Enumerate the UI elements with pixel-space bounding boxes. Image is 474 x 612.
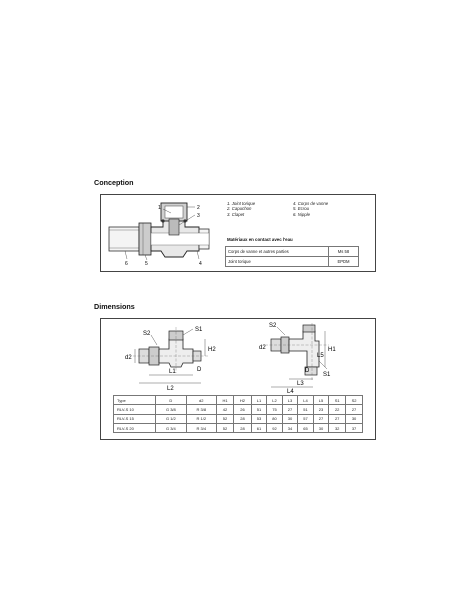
table-cell: 28	[234, 414, 251, 423]
material-value: EPDM	[329, 257, 359, 267]
straight-valve-drawing	[119, 323, 229, 391]
table-cell: 30	[313, 423, 329, 432]
dim-label-h1: H1	[328, 347, 336, 353]
dim-label-d: D	[305, 368, 310, 374]
column-header: H1	[216, 396, 233, 405]
material-part: Corps de vanne et autres parties	[226, 247, 329, 257]
dim-label-l2: L2	[167, 386, 174, 391]
column-header: L3	[282, 396, 298, 405]
materials-title: Matériaux en contact avec l'eau	[227, 237, 293, 242]
conception-box	[100, 194, 376, 272]
table-cell: 28	[234, 423, 251, 432]
callout-5: 5	[145, 261, 148, 267]
callout-3: 3	[197, 213, 200, 219]
parts-list-col2	[293, 201, 328, 217]
table-cell: G 1/2	[156, 414, 187, 423]
callout-1: 1	[158, 205, 161, 211]
column-header: Type	[114, 396, 156, 405]
part-item: 2. Capuchon	[227, 206, 252, 212]
dim-label-l5: L5	[317, 353, 324, 359]
callout-2: 2	[197, 205, 200, 211]
table-cell: RLV-S 10	[114, 405, 156, 414]
dim-label-s1: S1	[323, 372, 331, 378]
table-cell: 51	[251, 405, 267, 414]
material-part: Joint torique	[226, 257, 329, 267]
part-item: 4. Corps de vanne	[293, 201, 329, 206]
callout-6: 6	[125, 261, 128, 267]
dim-label-l3: L3	[297, 381, 304, 387]
table-cell: 34	[282, 423, 298, 432]
dimensions-title: Dimensions	[94, 302, 135, 311]
dim-label-d2: d2	[125, 355, 132, 361]
table-cell: 30	[346, 414, 363, 423]
table-cell: 57	[298, 414, 314, 423]
table-cell: 27	[313, 414, 329, 423]
table-cell: 75	[267, 405, 283, 414]
table-row	[226, 257, 359, 267]
materials-table	[225, 246, 359, 267]
column-header: S2	[346, 396, 363, 405]
table-cell: 27	[282, 405, 298, 414]
table-cell: 52	[216, 423, 233, 432]
dimensions-box	[100, 318, 376, 440]
dim-label-d: D	[197, 367, 202, 373]
column-header: d2	[186, 396, 216, 405]
dim-label-l1: L1	[169, 369, 176, 375]
part-item: 5. Ecrou	[293, 206, 310, 212]
part-item: 6. Nipple	[293, 211, 310, 217]
table-cell: R 1/2	[186, 414, 216, 423]
table-cell: 27	[346, 405, 363, 414]
dim-label-d2: d2	[259, 345, 266, 351]
column-header: L4	[298, 396, 314, 405]
part-item: 1. Joint torique	[227, 201, 256, 206]
column-header: L1	[251, 396, 267, 405]
part-item: 3. Clapet	[227, 211, 245, 217]
table-cell: 22	[329, 405, 346, 414]
table-cell: 30	[282, 414, 298, 423]
table-cell: 53	[251, 414, 267, 423]
column-header: S1	[329, 396, 346, 405]
angle-valve-drawing	[257, 321, 367, 395]
table-cell: 65	[298, 423, 314, 432]
table-cell: G 3/8	[156, 405, 187, 414]
table-cell: RLV-S 15	[114, 414, 156, 423]
table-cell: 42	[216, 405, 233, 414]
callout-4: 4	[199, 261, 202, 267]
table-cell: 27	[329, 414, 346, 423]
dim-label-l4: L4	[287, 389, 294, 395]
dim-label-s2: S2	[269, 323, 277, 329]
dim-label-s1: S1	[195, 327, 203, 333]
dim-label-s2: S2	[143, 331, 151, 337]
parts-list-col1	[227, 201, 255, 217]
table-cell: RLV-S 20	[114, 423, 156, 432]
table-row	[114, 423, 363, 432]
table-cell: 92	[267, 423, 283, 432]
table-cell: 52	[216, 414, 233, 423]
table-header-row	[114, 396, 363, 405]
table-row	[114, 414, 363, 423]
valve-section-drawing	[103, 197, 213, 269]
column-header: L2	[267, 396, 283, 405]
dimensions-table	[113, 395, 363, 433]
table-cell: 26	[234, 405, 251, 414]
table-cell: R 3/4	[186, 423, 216, 432]
dim-label-h2: H2	[208, 347, 216, 353]
material-value: Ms 58	[329, 247, 359, 257]
table-row	[114, 405, 363, 414]
column-header: L5	[313, 396, 329, 405]
table-cell: 61	[251, 423, 267, 432]
table-cell: 32	[329, 423, 346, 432]
table-cell: R 3/8	[186, 405, 216, 414]
conception-title: Conception	[94, 178, 134, 187]
table-cell: 37	[346, 423, 363, 432]
table-cell: G 3/4	[156, 423, 187, 432]
table-cell: 80	[267, 414, 283, 423]
table-row	[226, 247, 359, 257]
table-cell: 23	[313, 405, 329, 414]
table-cell: 51	[298, 405, 314, 414]
column-header: H2	[234, 396, 251, 405]
column-header: D	[156, 396, 187, 405]
